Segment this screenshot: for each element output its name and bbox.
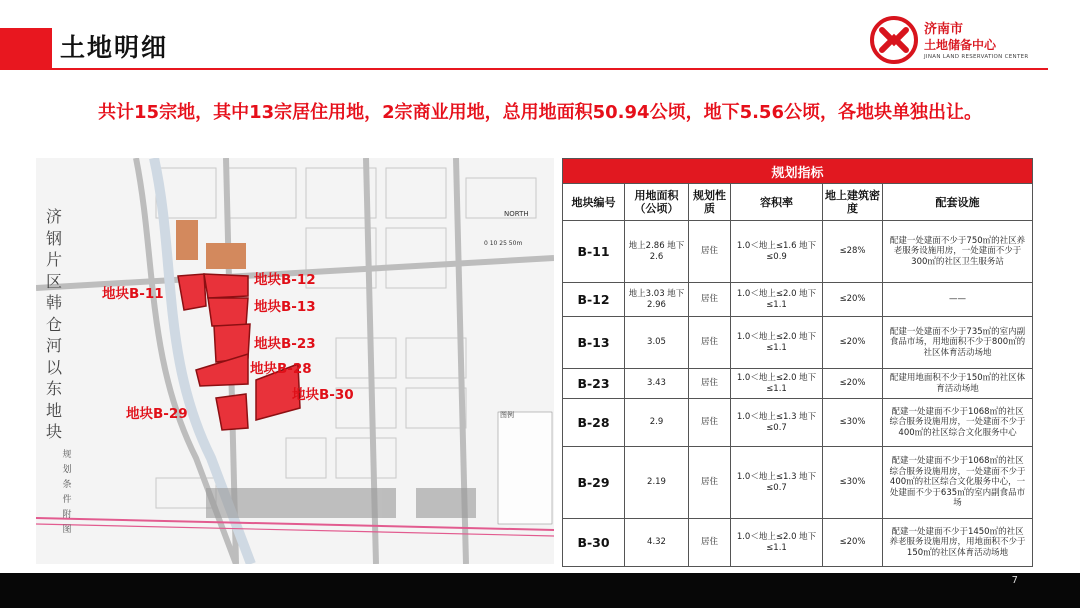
logo-text-english: JINAN LAND RESERVATION CENTER: [924, 54, 1029, 60]
col-header-facilities: 配套设施: [883, 184, 1033, 221]
cell-facilities: 配建一处建面不少于1068㎡的社区综合服务设施用房，一处建面不少于400㎡的社区综合文化服务中心: [883, 399, 1033, 447]
cell-area: 地上3.03 地下2.96: [625, 283, 689, 317]
cell-far: 1.0＜地上≤2.0 地下≤1.1: [731, 369, 823, 399]
map-side-title: 济钢片区韩仓河以东地块: [45, 207, 62, 441]
cell-area: 地上2.86 地下2.6: [625, 221, 689, 283]
col-header-far: 容积率: [731, 184, 823, 221]
cell-facilities: 配建一处建面不少于1068㎡的社区综合服务设施用房，一处建面不少于400㎡的社区综合文化服务中心，一处建面不少于635㎡的室内副食品市场: [883, 447, 1033, 519]
cell-far: 1.0＜地上≤1.3 地下≤0.7: [731, 399, 823, 447]
logo-text-org: 土地储备中心: [924, 38, 997, 52]
cell-density: ≤28%: [823, 221, 883, 283]
cell-id: B-13: [563, 317, 625, 369]
cell-use: 居住: [689, 221, 731, 283]
cell-far: 1.0＜地上≤1.3 地下≤0.7: [731, 447, 823, 519]
cell-facilities: 配建一处建面不少于1450㎡的社区养老服务设施用房，用地面积不少于150㎡的社区体育活动场地: [883, 519, 1033, 567]
summary-text: 共计15宗地，其中13宗居住用地，2宗商业用地，总用地面积50.94公顷，地下5.56公顷，各地块单独出让。: [98, 102, 982, 123]
table-caption: 规划指标: [563, 159, 1033, 184]
logo: [868, 14, 1048, 66]
col-header-use: 规划性质: [689, 184, 731, 221]
map-legend-title: 图例: [500, 411, 514, 419]
parcel-label-b13: 地块B-13: [254, 299, 316, 315]
header-divider: [0, 68, 1048, 70]
cell-density: ≤20%: [823, 283, 883, 317]
footer-bar: [0, 573, 1080, 608]
cell-facilities: ——: [883, 283, 1033, 317]
parcel-label-b23: 地块B-23: [254, 336, 316, 352]
cell-far: 1.0＜地上≤2.0 地下≤1.1: [731, 519, 823, 567]
table-header-row: [563, 184, 1033, 221]
cell-use: 居住: [689, 283, 731, 317]
cell-use: 居住: [689, 447, 731, 519]
cell-facilities: 配建一处建面不少于750㎡的社区养老服务设施用房，一处建面不少于300㎡的社区卫生服务站: [883, 221, 1033, 283]
map-side-subtitle: 规划条件附图: [62, 450, 72, 535]
table-row: [563, 447, 1033, 519]
north-arrow-label: NORTH: [504, 210, 529, 218]
page-title: 土地明细: [60, 33, 169, 62]
logo-emblem-icon: [868, 14, 920, 66]
cell-density: ≤20%: [823, 519, 883, 567]
parcel-label-b29: 地块B-29: [126, 406, 188, 422]
cell-id: B-29: [563, 447, 625, 519]
parcel-label-b12: 地块B-12: [254, 272, 316, 288]
table-row: [563, 317, 1033, 369]
cell-id: B-28: [563, 399, 625, 447]
cell-far: 1.0＜地上≤2.0 地下≤1.1: [731, 283, 823, 317]
table-row: [563, 399, 1033, 447]
parcel-label-b30: 地块B-30: [292, 387, 354, 403]
cell-facilities: 配建用地面积不少于150㎡的社区体育活动场地: [883, 369, 1033, 399]
cell-use: 居住: [689, 399, 731, 447]
cell-area: 3.05: [625, 317, 689, 369]
cell-area: 2.9: [625, 399, 689, 447]
scale-bar-label: 0 10 25 50m: [484, 240, 523, 247]
col-header-density: 地上建筑密度: [823, 184, 883, 221]
cell-density: ≤20%: [823, 317, 883, 369]
parcel-label-b28: 地块B-28: [250, 361, 312, 377]
cell-area: 2.19: [625, 447, 689, 519]
cell-facilities: 配建一处建面不少于735㎡的室内副食品市场，用地面积不少于800㎡的社区体育活动场地: [883, 317, 1033, 369]
cell-area: 3.43: [625, 369, 689, 399]
cell-density: ≤20%: [823, 369, 883, 399]
page-number: 7: [1011, 575, 1018, 586]
cell-area: 4.32: [625, 519, 689, 567]
parcel-label-b11: 地块B-11: [102, 286, 164, 302]
site-plan-map: [36, 158, 554, 564]
cell-use: 居住: [689, 317, 731, 369]
cell-use: 居住: [689, 369, 731, 399]
table-row: [563, 369, 1033, 399]
cell-far: 1.0＜地上≤2.0 地下≤1.1: [731, 317, 823, 369]
cell-density: ≤30%: [823, 399, 883, 447]
title-accent-bar: [0, 28, 52, 68]
cell-far: 1.0＜地上≤1.6 地下≤0.9: [731, 221, 823, 283]
table-row: [563, 519, 1033, 567]
col-header-area: 用地面积（公顷）: [625, 184, 689, 221]
planning-indicators-table: [562, 158, 1033, 567]
table-row: [563, 221, 1033, 283]
cell-id: B-23: [563, 369, 625, 399]
col-header-id: 地块编号: [563, 184, 625, 221]
cell-id: B-12: [563, 283, 625, 317]
cell-id: B-11: [563, 221, 625, 283]
cell-density: ≤30%: [823, 447, 883, 519]
cell-use: 居住: [689, 519, 731, 567]
cell-id: B-30: [563, 519, 625, 567]
logo-text-city: 济南市: [924, 22, 964, 37]
table-row: [563, 283, 1033, 317]
